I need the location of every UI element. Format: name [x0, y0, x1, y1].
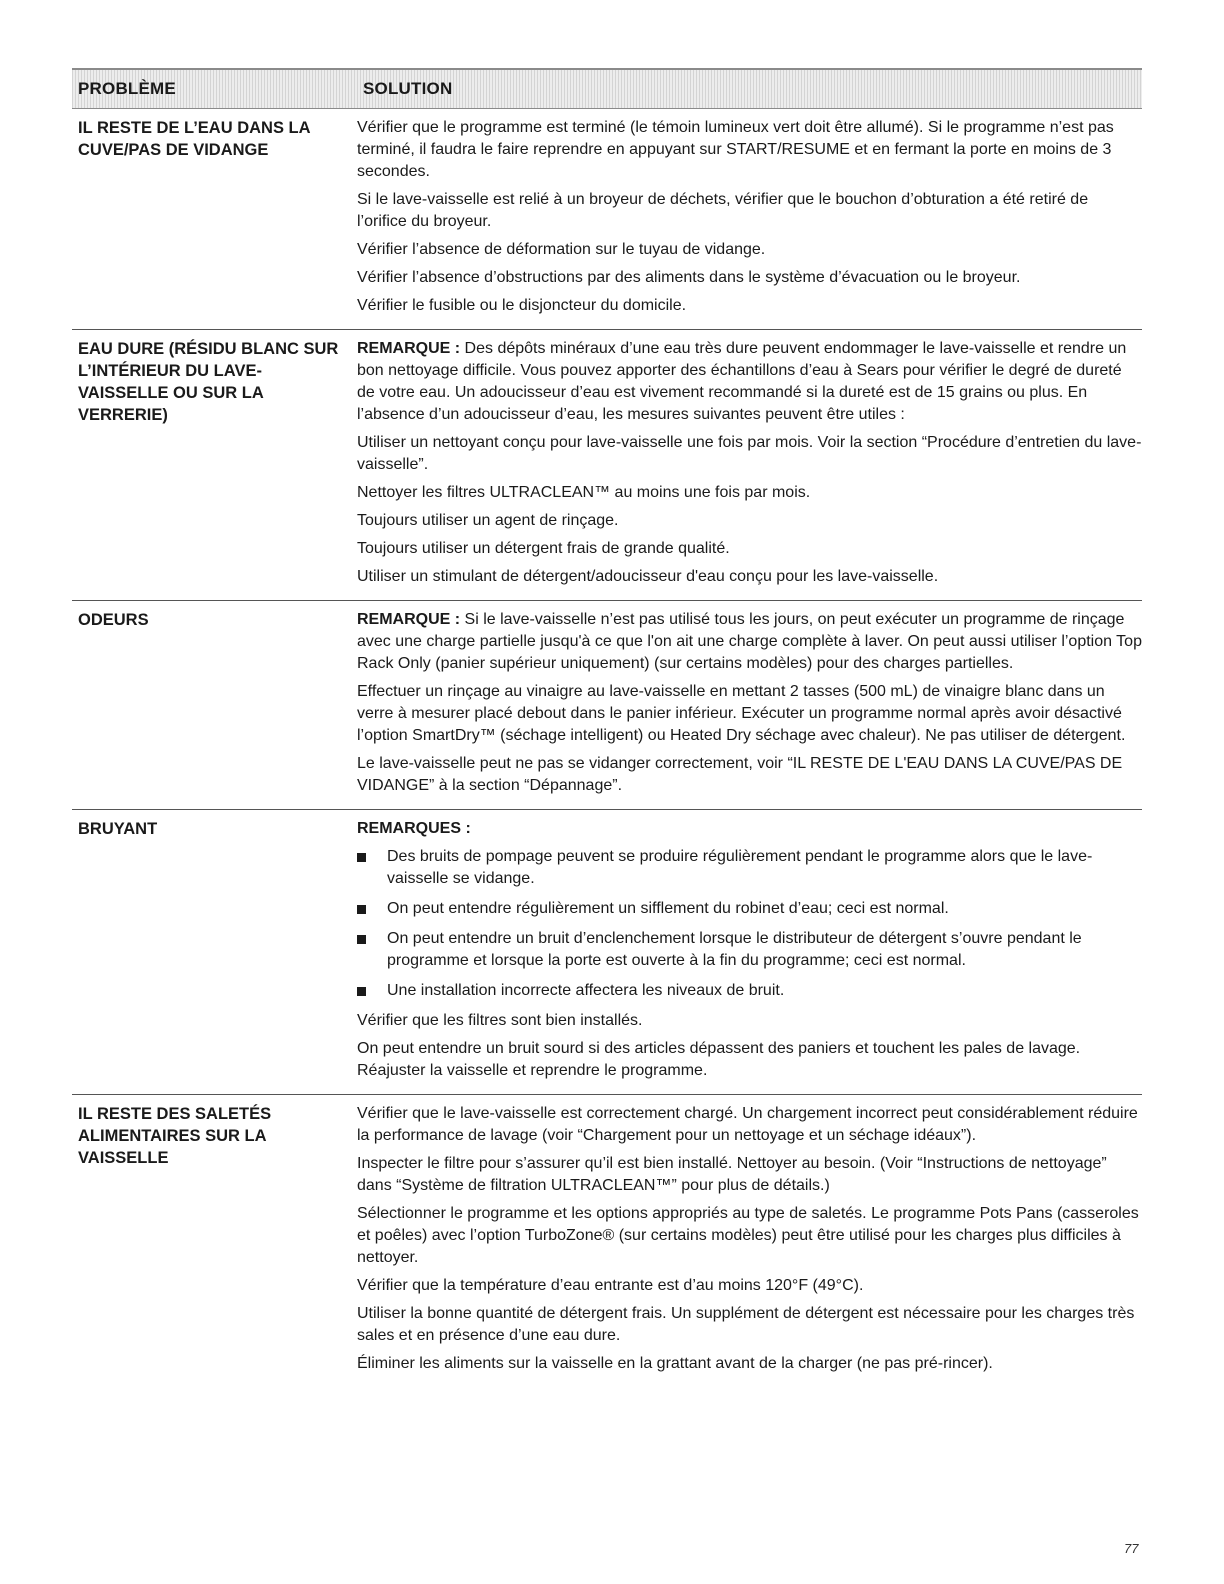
header-problem: PROBLÈME: [78, 79, 176, 98]
table-row: [72, 601, 1142, 810]
solution-paragraph: Vérifier que les filtres sont bien installés.: [357, 1012, 643, 1029]
problem-cell: EAU DURE (RÉSIDU BLANC SUR L’INTÉRIEUR DU LAVE-VAISSELLE OU SUR LA VERRERIE): [78, 340, 339, 424]
table-header: [72, 68, 1142, 109]
solution-paragraph: Vérifier que le programme est terminé (le témoin lumineux vert doit être allumé). Si le programme n’est pas terminé, il faudra le faire reprendre en appuyant sur START/RESUME et en fermant la porte en moins de 3 secondes.: [357, 119, 1114, 180]
solution-paragraph: Inspecter le filtre pour s’assurer qu’il est bien installé. Nettoyer au besoin. (Voir “Instructions de nettoyage” dans “Système de filtration ULTRACLEAN™” pour plus de détails.): [357, 1155, 1107, 1194]
solution-paragraph: On peut entendre un bruit sourd si des articles dépassent des paniers et touchent les pales de lavage. Réajuster la vaisselle et reprendre le programme.: [357, 1040, 1081, 1079]
solution-paragraph: Si le lave-vaisselle est relié à un broyeur de déchets, vérifier que le bouchon d’obturation a été retiré de l’orifice du broyeur.: [357, 191, 1089, 230]
problem-cell: ODEURS: [78, 611, 149, 629]
table-row: [72, 330, 1142, 601]
solution-paragraph: Vérifier que la température d’eau entrante est d’au moins 120°F (49°C).: [357, 1277, 864, 1294]
page-number: 77: [1124, 1541, 1139, 1556]
remark-label: REMARQUES :: [357, 820, 471, 837]
bullet-item: Des bruits de pompage peuvent se produire régulièrement pendant le programme alors que le lave-vaisselle se vidange.: [357, 846, 1142, 890]
solution-paragraph: Sélectionner le programme et les options appropriés au type de saletés. Le programme Pots Pans (casseroles et poêles) avec l’option TurboZone® (sur certains modèles) peut être utilisé pour les charges plus difficiles à nettoyer.: [357, 1205, 1139, 1266]
solution-cell: [357, 1103, 1142, 1381]
solution-paragraph: Toujours utiliser un agent de rinçage.: [357, 512, 619, 529]
remark-paragraph: [357, 338, 1142, 426]
solution-cell: [357, 117, 1142, 323]
solution-cell: [357, 818, 1142, 1088]
solution-paragraph: Éliminer les aliments sur la vaisselle en la grattant avant de la charger (ne pas pré-rincer).: [357, 1355, 993, 1372]
problem-cell: IL RESTE DES SALETÉS ALIMENTAIRES SUR LA VAISSELLE: [78, 1105, 272, 1167]
solution-paragraph: Nettoyer les filtres ULTRACLEAN™ au moins une fois par mois.: [357, 484, 811, 501]
problem-cell: BRUYANT: [78, 820, 158, 838]
header-solution: SOLUTION: [363, 79, 453, 98]
solution-paragraph: Toujours utiliser un détergent frais de grande qualité.: [357, 540, 730, 557]
solution-paragraph: Utiliser un nettoyant conçu pour lave-vaisselle une fois par mois. Voir la section “Procédure d’entretien du lave-vaisselle”.: [357, 434, 1142, 473]
solution-paragraph: Le lave-vaisselle peut ne pas se vidanger correctement, voir “IL RESTE DE L'EAU DANS LA CUVE/PAS DE VIDANGE” à la section “Dépannage”.: [357, 755, 1123, 794]
remark-label: REMARQUE :: [357, 340, 461, 357]
solution-paragraph: Vérifier le fusible ou le disjoncteur du domicile.: [357, 297, 687, 314]
bullet-item: Une installation incorrecte affectera les niveaux de bruit.: [357, 980, 1142, 1002]
table-row: [72, 810, 1142, 1095]
remark-text: Des dépôts minéraux d’une eau très dure peuvent endommager le lave-vaisselle et rendre un bon nettoyage difficile. Vous pouvez apporter des échantillons d’eau à Sears pour vérifier le degré de dureté de votre eau. Un adoucisseur d’eau est vivement recommandé si la dureté est de 15 grains ou plus. En l’absence d’un adoucisseur d’eau, les mesures suivantes peuvent être utiles :: [357, 340, 1127, 423]
remark-label: REMARQUE :: [357, 611, 461, 628]
solution-cell: [357, 338, 1142, 594]
solution-paragraph: Vérifier l’absence de déformation sur le tuyau de vidange.: [357, 241, 766, 258]
problem-cell: IL RESTE DE L’EAU DANS LA CUVE/PAS DE VIDANGE: [78, 119, 310, 159]
table-row: [72, 1095, 1142, 1387]
bullet-item: On peut entendre un bruit d’enclenchement lorsque le distributeur de détergent s’ouvre pendant le programme et lorsque la porte est ouverte à la fin du programme; ceci est normal.: [357, 928, 1142, 972]
solution-paragraph: Vérifier que le lave-vaisselle est correctement chargé. Un chargement incorrect peut considérablement réduire la performance de lavage (voir “Chargement pour un nettoyage et un séchage idéaux”).: [357, 1105, 1138, 1144]
solution-paragraph: Vérifier l’absence d’obstructions par des aliments dans le système d’évacuation ou le broyeur.: [357, 269, 1021, 286]
remark-text: Si le lave-vaisselle n’est pas utilisé tous les jours, on peut exécuter un programme de rinçage avec une charge partielle jusqu'à ce que l'on ait une charge complète à laver. On peut aussi utiliser l’option Top Rack Only (panier supérieur uniquement) (sur certains modèles) pour des charges partielles.: [357, 611, 1142, 672]
solution-paragraph: Utiliser la bonne quantité de détergent frais. Un supplément de détergent est nécessaire pour les charges très sales et en présence d’une eau dure.: [357, 1305, 1135, 1344]
bullet-list: [357, 846, 1142, 1002]
bullet-item: On peut entendre régulièrement un sifflement du robinet d’eau; ceci est normal.: [357, 898, 1142, 920]
troubleshooting-table: [72, 68, 1142, 1387]
table-row: [72, 109, 1142, 330]
remark-paragraph: [357, 609, 1142, 675]
solution-paragraph: Utiliser un stimulant de détergent/adoucisseur d'eau conçu pour les lave-vaisselle.: [357, 568, 939, 585]
solution-paragraph: Effectuer un rinçage au vinaigre au lave-vaisselle en mettant 2 tasses (500 mL) de vinaigre blanc dans un verre à mesurer placé debout dans le panier inférieur. Exécuter un programme normal après avoir désactivé l’option SmartDry™ (séchage intelligent) ou Heated Dry séchage avec chaleur). Ne pas utiliser de détergent.: [357, 683, 1126, 744]
solution-cell: [357, 609, 1142, 803]
